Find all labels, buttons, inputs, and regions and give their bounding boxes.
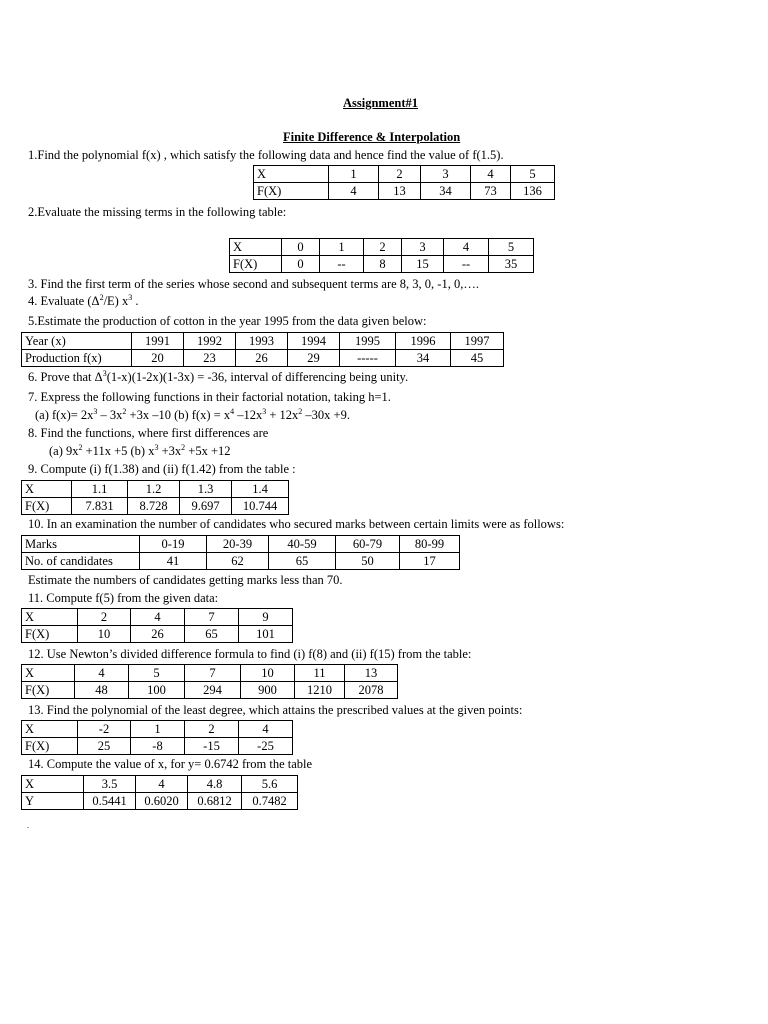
table-cell: 8	[364, 256, 402, 273]
table-cell: 101	[239, 626, 293, 643]
table-cell: -8	[131, 738, 185, 755]
row-header-cell: Production f(x)	[22, 350, 132, 367]
table-cell: 34	[421, 183, 471, 200]
table-row	[22, 738, 293, 755]
table-cell: 1996	[396, 333, 451, 350]
table-row	[22, 350, 504, 367]
row-header-cell: X	[22, 776, 84, 793]
table-cell: 2	[185, 721, 239, 738]
row-header-cell: F(X)	[22, 498, 72, 515]
row-header-cell: X	[254, 166, 329, 183]
table-cell: 4	[471, 166, 511, 183]
row-header-cell: Marks	[22, 536, 140, 553]
question-9: 9. Compute (i) f(1.38) and (ii) f(1.42) from the table :	[28, 462, 296, 476]
table-cell: 1992	[184, 333, 236, 350]
question-8: 8. Find the functions, where first differences are	[28, 426, 269, 440]
table-cell: 23	[184, 350, 236, 367]
q12-table	[21, 664, 398, 699]
table-cell: 41	[140, 553, 207, 570]
table-cell: 9.697	[180, 498, 232, 515]
table-cell: 62	[207, 553, 269, 570]
table-cell: 100	[129, 682, 185, 699]
table-cell: 0.7482	[242, 793, 298, 810]
table-row	[254, 183, 555, 200]
row-header-cell: X	[22, 481, 72, 498]
question-10-followup: Estimate the numbers of candidates getting marks less than 70.	[28, 573, 343, 587]
table-row	[22, 626, 293, 643]
table-cell: 3	[402, 239, 444, 256]
table-cell: 65	[269, 553, 336, 570]
question-12: 12. Use Newton’s divided difference formula to find (i) f(8) and (ii) f(15) from the table:	[28, 647, 472, 661]
table-cell: 10	[241, 665, 295, 682]
table-row	[22, 536, 460, 553]
table-cell: 45	[451, 350, 504, 367]
assignment-subtitle: Finite Difference & Interpolation	[283, 130, 461, 144]
table-row	[22, 776, 298, 793]
question-11: 11. Compute f(5) from the given data:	[28, 591, 219, 605]
table-cell: 7	[185, 609, 239, 626]
question-8-parts: (a) $9x^2 +11x +5$ (b) $x^3 +3x^2 +5x +12$	[49, 442, 231, 458]
table-cell: 34	[396, 350, 451, 367]
table-cell: 3.5	[84, 776, 136, 793]
table-cell: -----	[340, 350, 396, 367]
table-cell: -25	[239, 738, 293, 755]
q2-table	[229, 238, 534, 273]
table-cell: 11	[295, 665, 345, 682]
q5-table	[21, 332, 504, 367]
row-header-cell: F(X)	[254, 183, 329, 200]
row-header-cell: F(X)	[22, 626, 78, 643]
table-cell: 4.8	[188, 776, 242, 793]
table-cell: 0-19	[140, 536, 207, 553]
table-cell: 4	[136, 776, 188, 793]
q13-table	[21, 720, 293, 755]
row-header-cell: X	[22, 609, 78, 626]
table-row	[22, 553, 460, 570]
table-cell: 40-59	[269, 536, 336, 553]
table-cell: 900	[241, 682, 295, 699]
table-row	[22, 682, 398, 699]
table-cell: 0.6812	[188, 793, 242, 810]
table-row	[22, 721, 293, 738]
table-cell: 26	[236, 350, 288, 367]
q10-table	[21, 535, 460, 570]
table-cell: 7.831	[72, 498, 128, 515]
table-row	[230, 256, 534, 273]
table-cell: 20	[132, 350, 184, 367]
table-cell: 1.2	[128, 481, 180, 498]
table-row	[22, 333, 504, 350]
question-7: 7. Express the following functions in their factorial notation, taking h=1.	[28, 390, 391, 404]
question-4: 4. Evaluate $(\Delta^2/E)$ $x^3$ .	[28, 292, 139, 308]
question-5: 5.Estimate the production of cotton in the year 1995 from the data given below:	[28, 314, 427, 328]
table-cell: 4	[131, 609, 185, 626]
table-cell: 2	[364, 239, 402, 256]
question-7-parts: (a) $f(x)= 2x^3 - 3x^2 +3x$ –10 (b) $f(x) = x^4$ $-12x^3 + 12x^2$ –30x +9.	[35, 406, 350, 422]
table-cell: 48	[75, 682, 129, 699]
table-cell: 2078	[345, 682, 398, 699]
question-10: 10. In an examination the number of candidates who secured marks between certain limits were as follows:	[28, 517, 565, 531]
table-cell: 50	[336, 553, 400, 570]
table-cell: 1.3	[180, 481, 232, 498]
row-header-cell: No. of candidates	[22, 553, 140, 570]
table-cell: 8.728	[128, 498, 180, 515]
table-cell: 13	[379, 183, 421, 200]
table-cell: --	[444, 256, 489, 273]
row-header-cell: F(X)	[22, 682, 75, 699]
table-cell: 1.1	[72, 481, 128, 498]
table-cell: 20-39	[207, 536, 269, 553]
table-cell: 5	[129, 665, 185, 682]
table-cell: 1995	[340, 333, 396, 350]
row-header-cell: F(X)	[230, 256, 282, 273]
table-cell: 4	[329, 183, 379, 200]
table-cell: 60-79	[336, 536, 400, 553]
q1-table	[253, 165, 555, 200]
table-cell: 80-99	[400, 536, 460, 553]
table-cell: 5	[511, 166, 555, 183]
row-header-cell: Y	[22, 793, 84, 810]
assignment-title: Assignment#1	[343, 96, 419, 110]
question-2: 2.Evaluate the missing terms in the following table:	[28, 205, 287, 219]
table-cell: 1994	[288, 333, 340, 350]
table-cell: 10	[78, 626, 131, 643]
row-header-cell: X	[22, 721, 78, 738]
q11-table	[21, 608, 293, 643]
table-cell: 2	[379, 166, 421, 183]
table-cell: 0.6020	[136, 793, 188, 810]
table-row	[254, 166, 555, 183]
table-cell: 136	[511, 183, 555, 200]
table-cell: 73	[471, 183, 511, 200]
table-row	[22, 665, 398, 682]
q9-table	[21, 480, 289, 515]
table-row	[22, 609, 293, 626]
table-cell: 17	[400, 553, 460, 570]
table-cell: 26	[131, 626, 185, 643]
question-3: 3. Find the first term of the series whose second and subsequent terms are 8, 3, 0, -1, 0,….	[28, 277, 479, 291]
table-cell: 15	[402, 256, 444, 273]
table-row	[230, 239, 534, 256]
table-cell: 9	[239, 609, 293, 626]
table-cell: 4	[444, 239, 489, 256]
table-cell: 5.6	[242, 776, 298, 793]
table-cell: 294	[185, 682, 241, 699]
question-14: 14. Compute the value of x, for y= 0.6742 from the table	[28, 757, 313, 771]
row-header-cell: X	[230, 239, 282, 256]
row-header-cell: Year (x)	[22, 333, 132, 350]
table-row	[22, 481, 289, 498]
table-cell: 29	[288, 350, 340, 367]
table-row	[22, 793, 298, 810]
footer-dot: .	[27, 821, 29, 830]
table-cell: 5	[489, 239, 534, 256]
question-6: 6. Prove that $\Delta^3(1-x)(1-2x)(1-3x) = -36$, interval of differencing being unity.	[28, 368, 409, 384]
table-cell: 0.5441	[84, 793, 136, 810]
table-cell: 13	[345, 665, 398, 682]
table-cell: 2	[78, 609, 131, 626]
table-cell: 7	[185, 665, 241, 682]
table-cell: 1997	[451, 333, 504, 350]
table-cell: 35	[489, 256, 534, 273]
table-cell: 4	[75, 665, 129, 682]
q14-table	[21, 775, 298, 810]
table-cell: 10.744	[232, 498, 289, 515]
table-cell: 1210	[295, 682, 345, 699]
table-cell: --	[320, 256, 364, 273]
table-cell: 3	[421, 166, 471, 183]
table-cell: -2	[78, 721, 131, 738]
table-cell: 1991	[132, 333, 184, 350]
row-header-cell: F(X)	[22, 738, 78, 755]
table-cell: 0	[282, 239, 320, 256]
table-cell: 1	[329, 166, 379, 183]
question-13: 13. Find the polynomial of the least degree, which attains the prescribed values at the given points:	[28, 703, 523, 717]
table-cell: -15	[185, 738, 239, 755]
table-cell: 4	[239, 721, 293, 738]
table-row	[22, 498, 289, 515]
table-cell: 1	[131, 721, 185, 738]
row-header-cell: X	[22, 665, 75, 682]
table-cell: 65	[185, 626, 239, 643]
question-1: 1.Find the polynomial f(x) , which satisfy the following data and hence find the value of f(1.5).	[28, 148, 504, 162]
table-cell: 1	[320, 239, 364, 256]
table-cell: 1.4	[232, 481, 289, 498]
table-cell: 0	[282, 256, 320, 273]
table-cell: 25	[78, 738, 131, 755]
table-cell: 1993	[236, 333, 288, 350]
